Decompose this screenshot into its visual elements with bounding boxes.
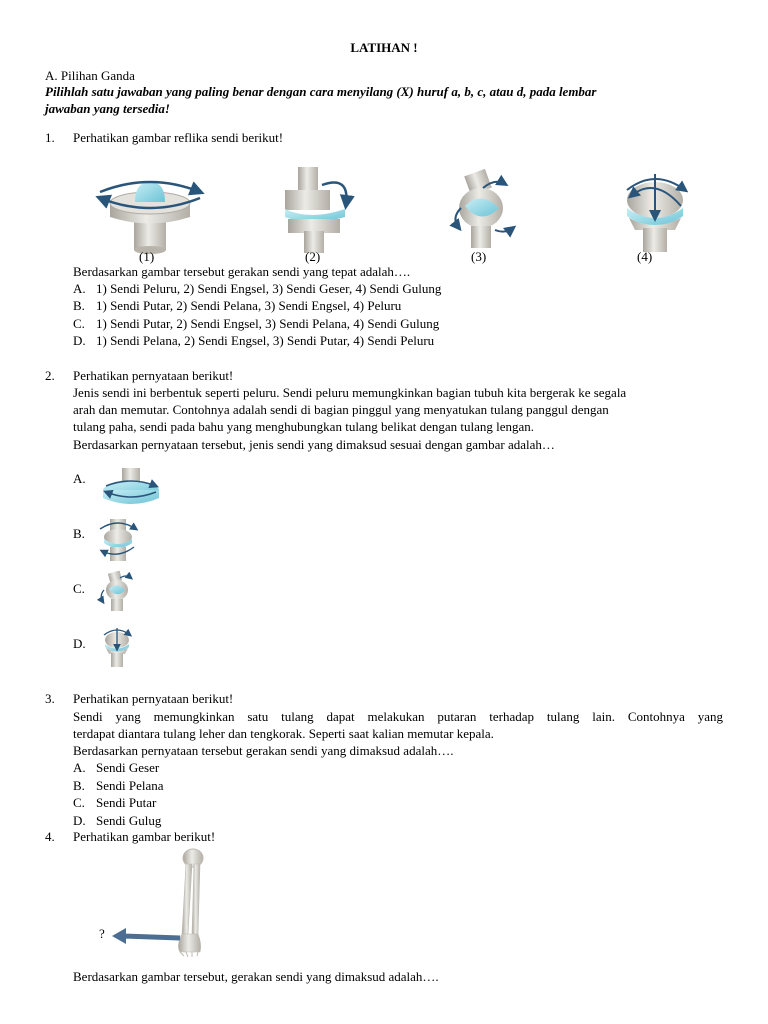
q1-option-d-text[interactable]: 1) Sendi Pelana, 2) Sendi Engsel, 3) Sendi Putar, 4) Sendi Peluru [96, 333, 435, 348]
leg-bone-figure [110, 848, 215, 960]
joint-figure-2 [280, 165, 360, 255]
q1-prompt: Perhatikan gambar reflika sendi berikut! [73, 130, 284, 145]
q2-option-a-letter[interactable]: A. [73, 471, 86, 486]
q2-option-c-image[interactable] [98, 570, 136, 612]
q2-option-d-image[interactable] [98, 625, 136, 669]
q2-option-b-image[interactable] [96, 517, 140, 563]
q2-prompt: Perhatikan pernyataan berikut! [73, 368, 234, 383]
q3-option-d-letter[interactable]: D. [73, 813, 86, 828]
q1-option-c-letter[interactable]: C. [73, 316, 85, 331]
q3-option-a-text[interactable]: Sendi Geser [96, 760, 160, 775]
q3-option-b-text[interactable]: Sendi Pelana [96, 778, 164, 793]
q2-body-line-3: tulang paha, sendi pada bahu yang menghubungkan tulang belikat dengan tulang lengan. [73, 419, 535, 434]
joint-figure-2-label: (2) [305, 249, 321, 264]
q1-number: 1. [45, 130, 55, 145]
q3-body-line-2: terdapat diantara tulang leher dan tengkorak. Seperti saat kalian memutar kepala. [73, 726, 494, 741]
q1-option-d-letter[interactable]: D. [73, 333, 86, 348]
q3-option-c-text[interactable]: Sendi Putar [96, 795, 157, 810]
joint-figure-1 [90, 170, 210, 255]
joint-figure-4-label: (4) [637, 249, 653, 264]
q4-prompt: Perhatikan gambar berikut! [73, 829, 216, 844]
q2-number: 2. [45, 368, 55, 383]
q1-stem: Berdasarkan gambar tersebut gerakan sendi yang tepat adalah…. [73, 264, 411, 279]
q3-body-line-3: Berdasarkan pernyataan tersebut gerakan sendi yang dimaksud adalah…. [73, 743, 454, 758]
q3-option-d-text[interactable]: Sendi Gulug [96, 813, 162, 828]
q2-option-b-letter[interactable]: B. [73, 526, 85, 541]
q3-prompt: Perhatikan pernyataan berikut! [73, 691, 234, 706]
joint-figure-1-label: (1) [139, 249, 155, 264]
q1-option-b-text[interactable]: 1) Sendi Putar, 2) Sendi Pelana, 3) Sendi Engsel, 4) Peluru [96, 298, 402, 313]
joint-figure-4 [615, 166, 695, 254]
q4-stem: Berdasarkan gambar tersebut, gerakan sendi yang dimaksud adalah…. [73, 969, 439, 984]
q3-body-line-1: Sendi yang memungkinkan satu tulang dapat melakukan putaran terhadap tulang lain. Contohnya yang [73, 709, 723, 724]
q2-body-line-2: arah dan memutar. Contohnya adalah sendi di bagian pinggul yang menyatukan tulang panggul dengan [73, 402, 609, 417]
joint-figure-3-label: (3) [471, 249, 487, 264]
q2-option-a-image[interactable] [100, 466, 162, 508]
instruction-line-2: jawaban yang tersedia! [45, 101, 170, 116]
q2-option-d-letter[interactable]: D. [73, 636, 86, 651]
page-title: LATIHAN ! [350, 40, 418, 55]
q1-option-a-letter[interactable]: A. [73, 281, 86, 296]
q2-body-line-4: Berdasarkan pernyataan tersebut, jenis sendi yang dimaksud sesuai dengan gambar adalah… [73, 437, 555, 452]
q3-number: 3. [45, 691, 55, 706]
section-heading: A. Pilihan Ganda [45, 68, 135, 83]
q2-option-c-letter[interactable]: C. [73, 581, 85, 596]
q1-option-b-letter[interactable]: B. [73, 298, 85, 313]
instruction-line-1: Pilihlah satu jawaban yang paling benar dengan cara menyilang (X) huruf a, b, c, atau d, pada lembar [45, 84, 597, 99]
q1-option-a-text[interactable]: 1) Sendi Peluru, 2) Sendi Engsel, 3) Sendi Geser, 4) Sendi Gulung [96, 281, 442, 296]
q3-option-a-letter[interactable]: A. [73, 760, 86, 775]
joint-figure-3 [445, 168, 520, 253]
q3-option-c-letter[interactable]: C. [73, 795, 85, 810]
q4-arrow-label: ? [99, 926, 105, 941]
q2-body-line-1: Jenis sendi ini berbentuk seperti peluru. Sendi peluru memungkinkan bagian tubuh kita bergerak ke segala [73, 385, 627, 400]
q1-option-c-text[interactable]: 1) Sendi Putar, 2) Sendi Engsel, 3) Sendi Pelana, 4) Sendi Gulung [96, 316, 440, 331]
q4-number: 4. [45, 829, 55, 844]
q3-option-b-letter[interactable]: B. [73, 778, 85, 793]
